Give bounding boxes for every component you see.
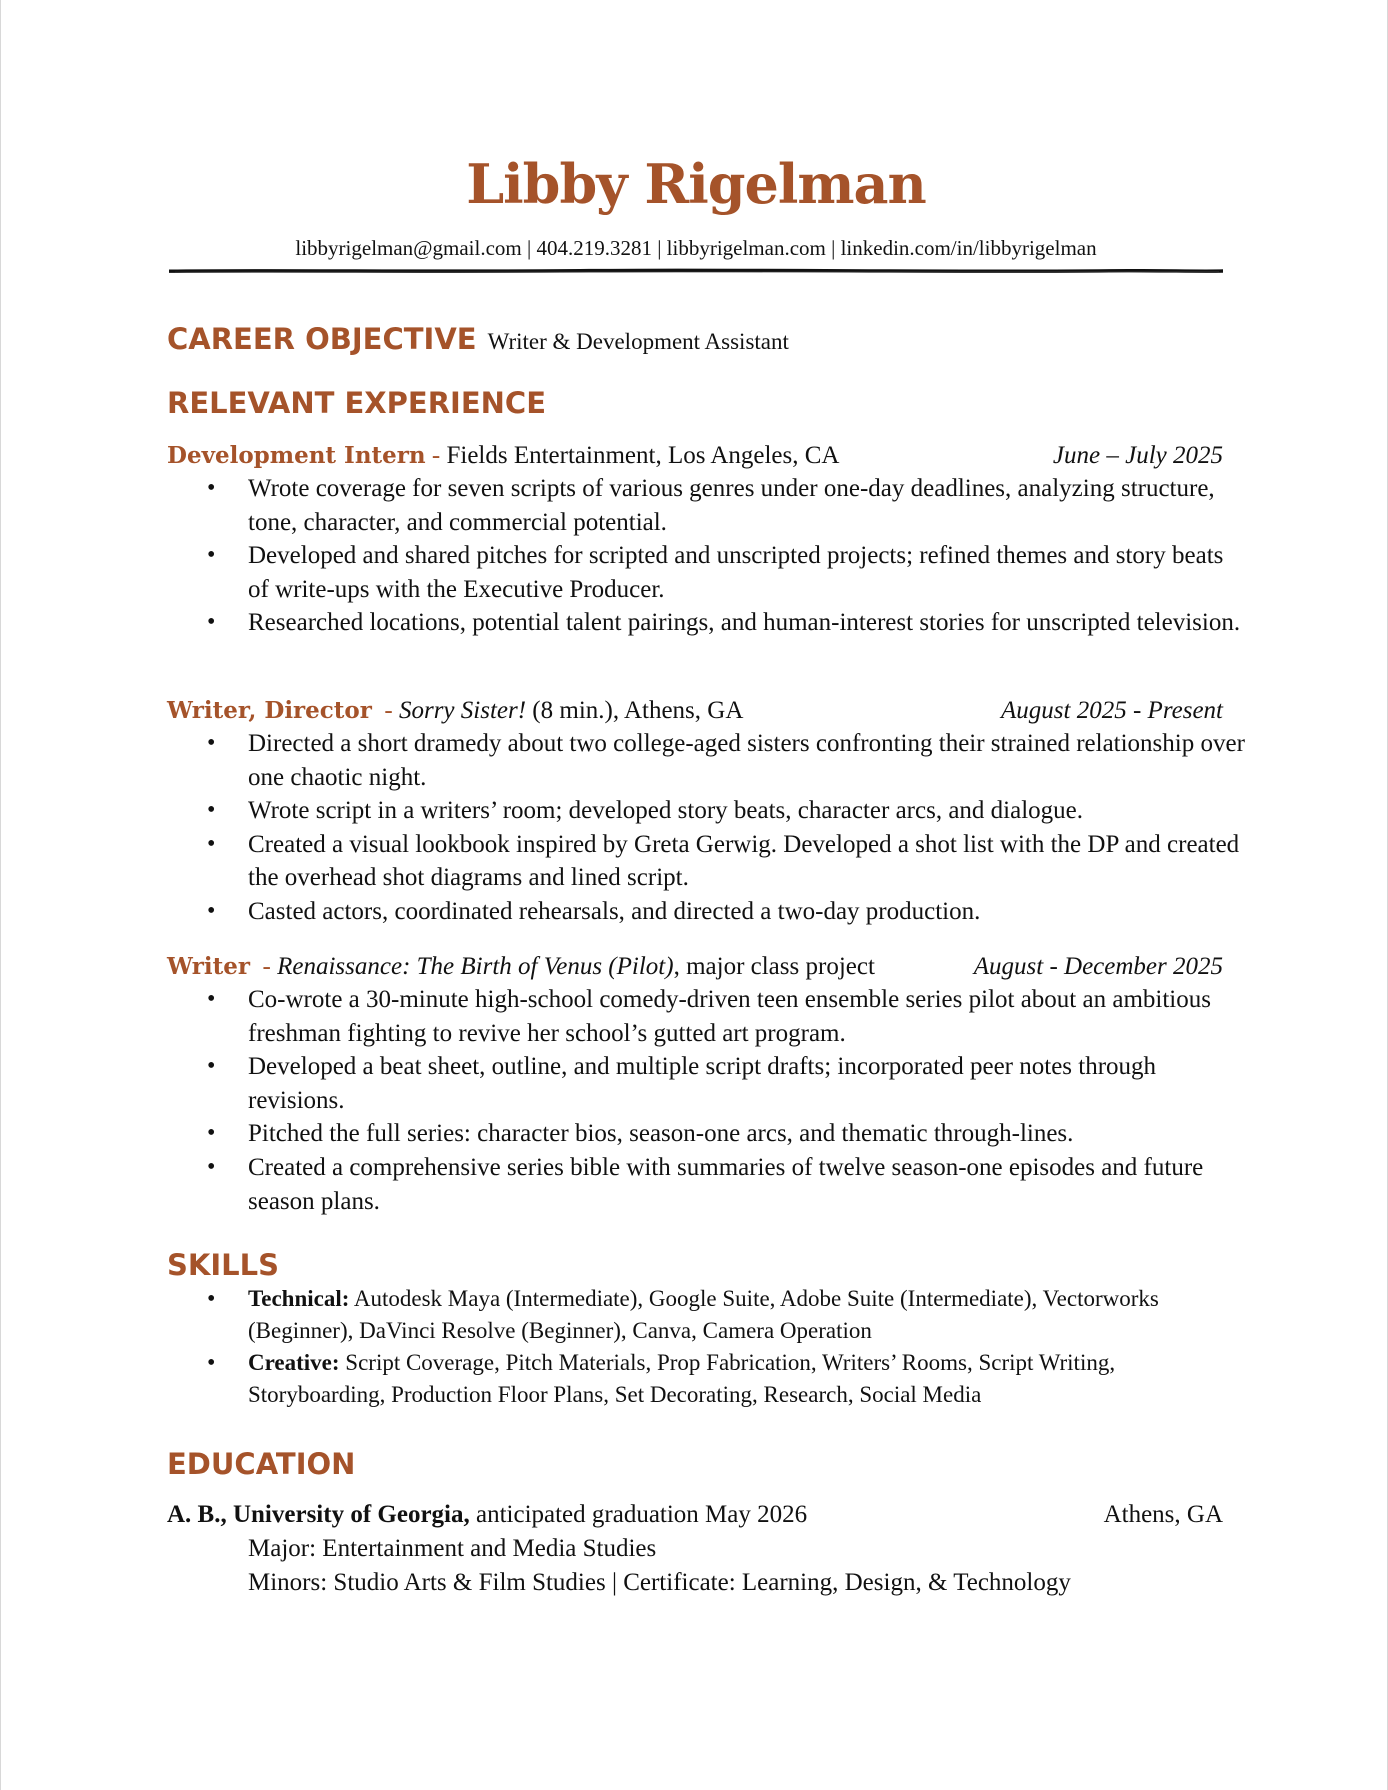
job-bullets [167, 727, 1245, 929]
list-item: • Directed a short dramedy about two college-aged sisters confronting their strained relationship over one chaotic night. [167, 727, 1248, 794]
list-item: • Wrote script in a writers’ room; developed story beats, character arcs, and dialogue. [167, 794, 1248, 828]
job-project-title: Renaissance: The Birth of Venus (Pilot) [277, 953, 674, 980]
list-item: • Created a comprehensive series bible with summaries of twelve season-one episodes and future season plans. [167, 1151, 1248, 1218]
job-detail: , major class project [673, 953, 875, 980]
job-header [167, 951, 1225, 983]
list-item: • Developed and shared pitches for scripted and unscripted projects; refined themes and story beats of write-ups with the Executive Producer. [167, 539, 1248, 606]
skills-section [167, 1283, 1225, 1411]
skill-label: Technical: [248, 1286, 350, 1311]
education-heading: EDUCATION [167, 1447, 356, 1481]
job-writer-director [167, 695, 1245, 929]
job-title: Writer, Director [167, 697, 372, 724]
job-date: June – July 2025 [1052, 442, 1223, 469]
list-item: • Created a visual lookbook inspired by Greta Gerwig. Developed a shot list with the DP and created the overhead shot diagrams and lined script. [167, 828, 1248, 895]
job-title: Development Intern [167, 442, 426, 469]
job-detail: (8 min.), Athens, GA [526, 697, 744, 724]
skills-heading: SKILLS [167, 1248, 279, 1282]
candidate-name: Libby Rigelman [466, 152, 926, 216]
experience-heading: RELEVANT EXPERIENCE [167, 386, 547, 420]
education-section [167, 1498, 1225, 1600]
career-objective [167, 322, 789, 356]
job-date: August - December 2025 [973, 953, 1223, 980]
job-header [167, 695, 1225, 727]
skill-text: Autodesk Maya (Intermediate), Google Suite, Adobe Suite (Intermediate), Vectorworks (Beginner), DaVinci Resolve (Beginner), Canva, Camera Operation [248, 1286, 1159, 1343]
job-bullets [167, 983, 1225, 1218]
job-separator: - [250, 953, 278, 980]
degree-line [167, 1498, 1225, 1532]
job-separator: - [425, 442, 447, 469]
list-item [167, 1347, 1248, 1411]
job-header [167, 440, 1225, 472]
job-title: Writer [167, 953, 251, 980]
job-writer [167, 951, 1225, 1218]
skill-label: Creative: [248, 1350, 340, 1375]
list-item: • Developed a beat sheet, outline, and multiple script drafts; incorporated peer notes through revisions. [167, 1050, 1248, 1117]
job-development-intern [167, 440, 1241, 640]
job-separator: - [371, 697, 399, 724]
list-item: • Wrote coverage for seven scripts of various genres under one-day deadlines, analyzing structure, tone, character, and commercial potential. [167, 472, 1248, 539]
list-item: • Casted actors, coordinated rehearsals, and directed a two-day production. [167, 895, 1248, 929]
education-location: Athens, GA [1103, 1501, 1223, 1528]
objective-text: Writer & Development Assistant [487, 329, 789, 354]
skills-list [167, 1283, 1225, 1411]
list-item [167, 1283, 1248, 1347]
job-date: August 2025 - Present [1001, 697, 1223, 724]
objective-heading: CAREER OBJECTIVE [167, 322, 477, 356]
list-item: • Co-wrote a 30-minute high-school comedy-driven teen ensemble series pilot about an ambitious freshman fighting to revive her school’s gutted art program. [167, 983, 1248, 1050]
job-detail: Fields Entertainment, Los Angeles, CA [446, 442, 840, 469]
header-divider [169, 268, 1223, 274]
graduation: anticipated graduation May 2026 [469, 1501, 808, 1528]
job-bullets [167, 472, 1241, 640]
list-item: • Researched locations, potential talent pairings, and human-interest stories for unscripted television. [167, 606, 1248, 640]
job-project-title: Sorry Sister! [398, 697, 527, 724]
skill-text: Script Coverage, Pitch Materials, Prop Fabrication, Writers’ Rooms, Script Writing, Storyboarding, Production Floor Plans, Set Decorating, Research, Social Media [248, 1350, 1116, 1407]
major: Major: Entertainment and Media Studies [248, 1535, 657, 1562]
contact-line: libbyrigelman@gmail.com | 404.219.3281 | libbyrigelman.com | linkedin.com/in/libbyrigelman [295, 236, 1097, 260]
list-item: • Pitched the full series: character bios, season-one arcs, and thematic through-lines. [167, 1117, 1248, 1151]
minors: Minors: Studio Arts & Film Studies | Certificate: Learning, Design, & Technology [248, 1569, 1071, 1596]
degree: A. B., University of Georgia, [167, 1501, 470, 1528]
